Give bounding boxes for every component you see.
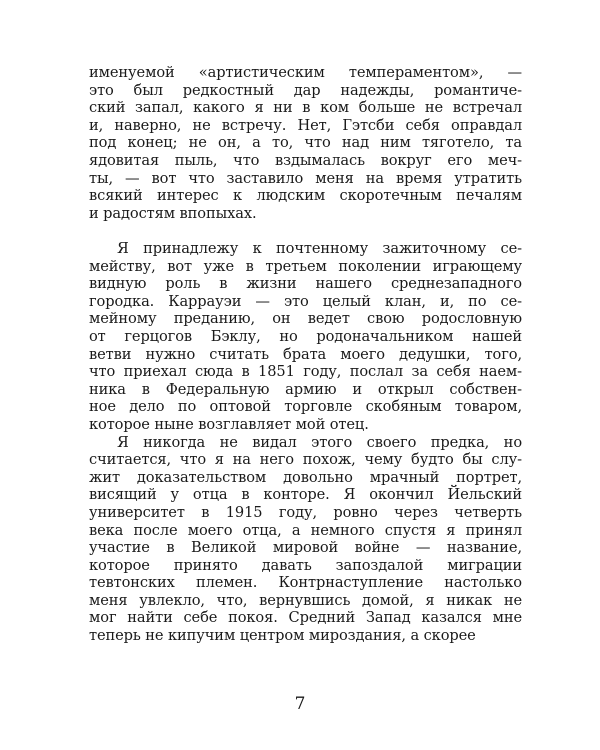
text-line: ветви нужно считать брата моего дедушки, того, [89,345,522,363]
text-line: ский запал, какого я ни в ком больше не встречал [89,99,522,117]
text-line: мейному преданию, он ведет свою родословную [89,310,522,328]
text-line: видную роль в жизни нашего среднезападного [89,275,522,293]
text-line: тевтонских племен. Контрнаступление настолько [89,574,522,592]
text-line: ное дело по оптовой торговле скобяным товаром, [89,398,522,416]
text-line: жит доказательством довольно мрачный портрет, [89,468,522,486]
text-line: от герцогов Бэклу, но родоначальником нашей [89,327,522,345]
text-line: теперь не кипучим центром мироздания, а скорее [89,627,476,644]
text-line: которое ныне возглавляет мой отец. [89,415,369,433]
text-line: ядовитая пыль, что вздымалась вокруг его меч- [89,152,522,169]
text-line: всякий интерес к людским скоротечным печалям [89,187,522,205]
text-line: Я никогда не видал этого своего предка, но [117,433,522,451]
text-line: именуемой «артистическим темпераментом», — [89,64,522,81]
text-line: и радостям впопыхах. [89,204,257,222]
text-line: висящий у отца в конторе. Я окончил Йельский [89,486,522,504]
text-line: Я принадлежу к почтенному зажиточному се- [117,240,522,257]
text-line: городка. Каррауэи — это целый клан, и, по се- [89,292,522,310]
text-line: мог найти себе покоя. Средний Запад казался мне [89,609,522,627]
text-line: и, наверно, не встречу. Нет, Гэтсби себя оправдал [89,116,522,134]
text-line: считается, что я на него похож, чему будто бы слу- [89,451,522,469]
text-line: которое принято давать запоздалой миграции [89,556,522,574]
text-line: меня увлекло, что, вернувшись домой, я никак не [89,591,522,609]
text-line: под конец; не он, а то, что над ним тяготело, та [89,134,522,152]
text-line: ника в Федеральную армию и открыл собствен- [89,380,522,398]
text-line: это был редкостный дар надежды, романтиче- [89,81,522,99]
text-line: что приехал сюда в 1851 году, послал за себя наем- [89,363,522,381]
text-line: ты, — вот что заставило меня на время утратить [89,169,522,187]
text-line: века после моего отца, а немного спустя я принял [89,521,522,539]
text-line: университет в 1915 году, ровно через четверть [89,503,522,521]
page-number: 7 [294,694,306,714]
text-line: мейству, вот уже в третьем поколении играющему [89,257,522,275]
text-line: участие в Великой мировой войне — название, [89,539,522,556]
